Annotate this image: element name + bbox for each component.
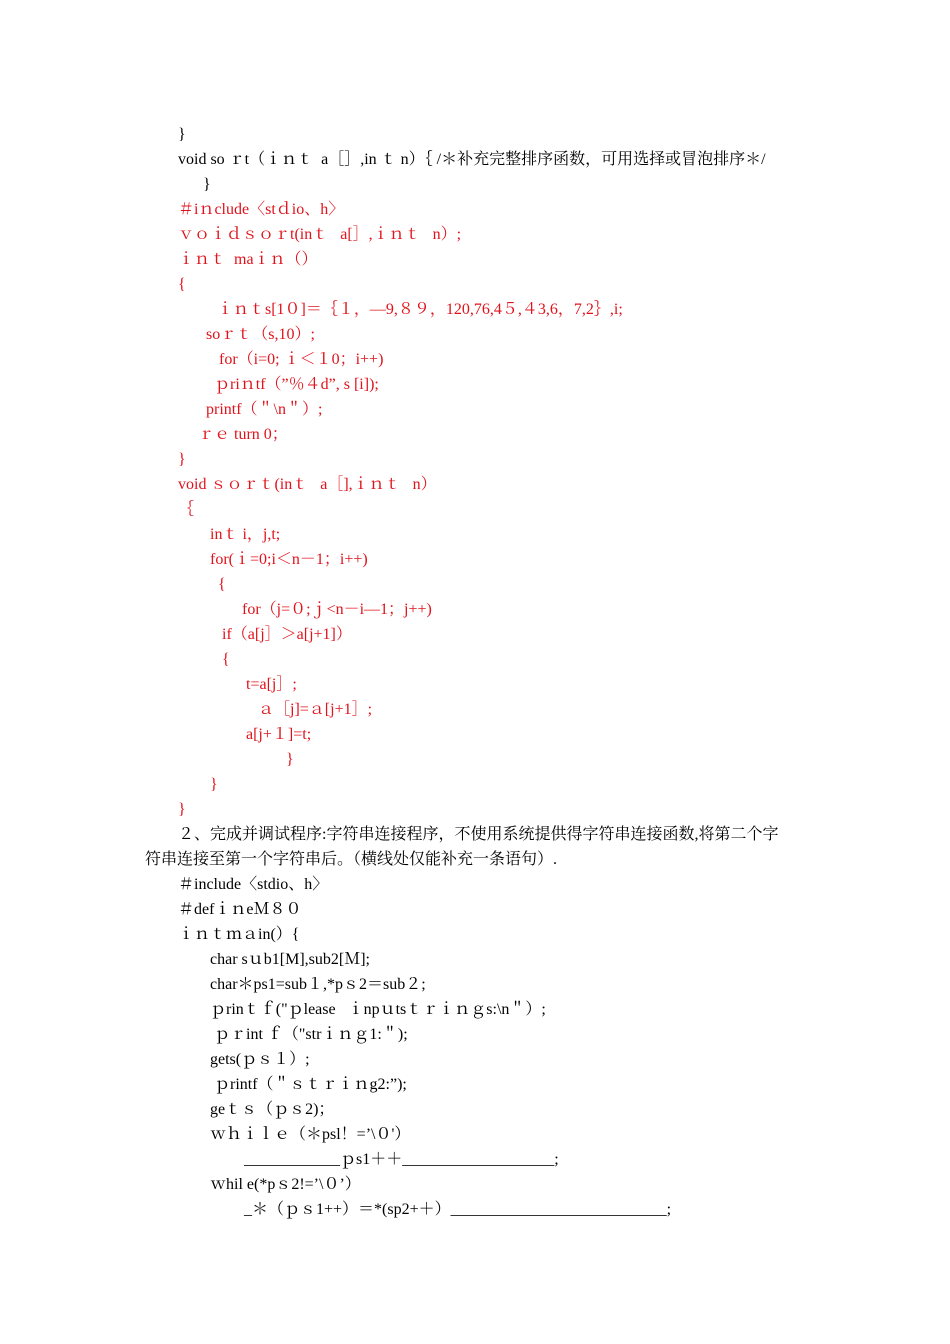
code-line-34: char sｕb1[M],sub2[Ｍ]; [210, 951, 370, 968]
code-line-2: void so ｒt（ｉｎｔ a［］,in ｔ n）｛ /＊补充完整排序函数，可用选择或冒泡排序＊/ [178, 151, 766, 168]
code-line-24: ａ［j]=ａ[j+1］; [210, 701, 373, 718]
question-2-line-2: 符串连接至第一个字符串后。（横线处仅能补充一条语句）. [145, 851, 558, 868]
code-line-15: void ｓｏｒｔ(inｔ a［],ｉｎｔ n） [178, 476, 437, 493]
code-line-32: ＃defｉｎeＭ８０ [178, 901, 302, 918]
blank-line-2: _＊（ｐｓ1++）＝*(sp2+＋）___________________________; [244, 1201, 672, 1218]
code-line-37: ｐｒint ｆ（"strｉｎｇ1:＂); [214, 1026, 408, 1043]
code-line-5: ｖｏｉｄｓｏｒt(inｔ a[］,ｉｎｔ n）; [178, 226, 462, 243]
code-line-38: gets(ｐｓ１）; [178, 1051, 310, 1068]
code-line-17: inｔ i，j,t; [210, 526, 281, 543]
code-line-20: for（j=０;ｊ<n－i—1；j++) [178, 601, 432, 618]
code-line-22: { [178, 651, 230, 668]
code-line-25: a[j+１]=t; [178, 726, 312, 743]
code-line-39: ｐrintf（＂ｓｔｒｉｎg2:”); [214, 1076, 407, 1093]
code-line-27: } [210, 776, 218, 793]
code-line-35: char＊ps1=sub１,*pｓ2＝sub２; [178, 976, 426, 993]
code-line-6: ｉｎｔ maｉｎ（） [178, 251, 318, 268]
code-line-14: } [178, 451, 186, 468]
code-line-21: if（a[j］＞a[j+1]） [178, 626, 352, 643]
code-line-31: ＃include〈stdio、h〉 [178, 876, 329, 893]
code-line-9: soｒｔ（s,10）; [206, 326, 315, 343]
code-line-4: ＃iｎclude〈stｄio、h〉 [178, 201, 345, 218]
code-line-33: ｉｎｔｍａin(）{ [178, 926, 300, 943]
code-line-10: for（i=0; ｉ＜１0；i++) [219, 351, 384, 368]
code-line-13: ｒｅ turn 0； [198, 426, 288, 443]
code-line-19: { [218, 576, 226, 593]
code-line-40: geｔｓ（ｐｓ2)； [178, 1101, 335, 1118]
code-line-26: } [286, 751, 294, 768]
code-line-3: } [203, 176, 211, 193]
code-line-36: ｐrinｔｆ("ｐlease ｉnpｕtsｔｒｉｎｇs:\n＂）; [178, 1001, 546, 1018]
code-line-1: } [178, 126, 186, 143]
code-line-18: for(ｉ=0;i＜n－1；i++) [210, 551, 368, 568]
code-line-43: ｗhil e(*pｓ2!=’\０’） [178, 1176, 361, 1193]
code-line-12: printf（＂\n＂）; [206, 401, 323, 418]
question-2-line-1: ２、完成并调试程序:字符串连接程序，不使用系统提供得字符串连接函数,将第二个字 [178, 826, 779, 843]
code-line-7: { [178, 276, 186, 293]
code-line-11: ｐriｎtf（”％４d”, s [i]); [214, 376, 379, 393]
code-line-23: t=a[j］; [178, 676, 297, 693]
code-line-28: } [178, 801, 186, 818]
code-line-16: ｛ [178, 501, 195, 518]
blank-line-1: ____________ｐs1＋＋___________________; [244, 1151, 559, 1168]
code-line-41: ｗｈｉｌｅ（＊psl！=’\０'） [178, 1126, 411, 1143]
code-line-8: ｉｎｔs[1０]＝｛１，—9,８９，120,76,4５,４3,6，7,2｝,i; [217, 301, 623, 318]
